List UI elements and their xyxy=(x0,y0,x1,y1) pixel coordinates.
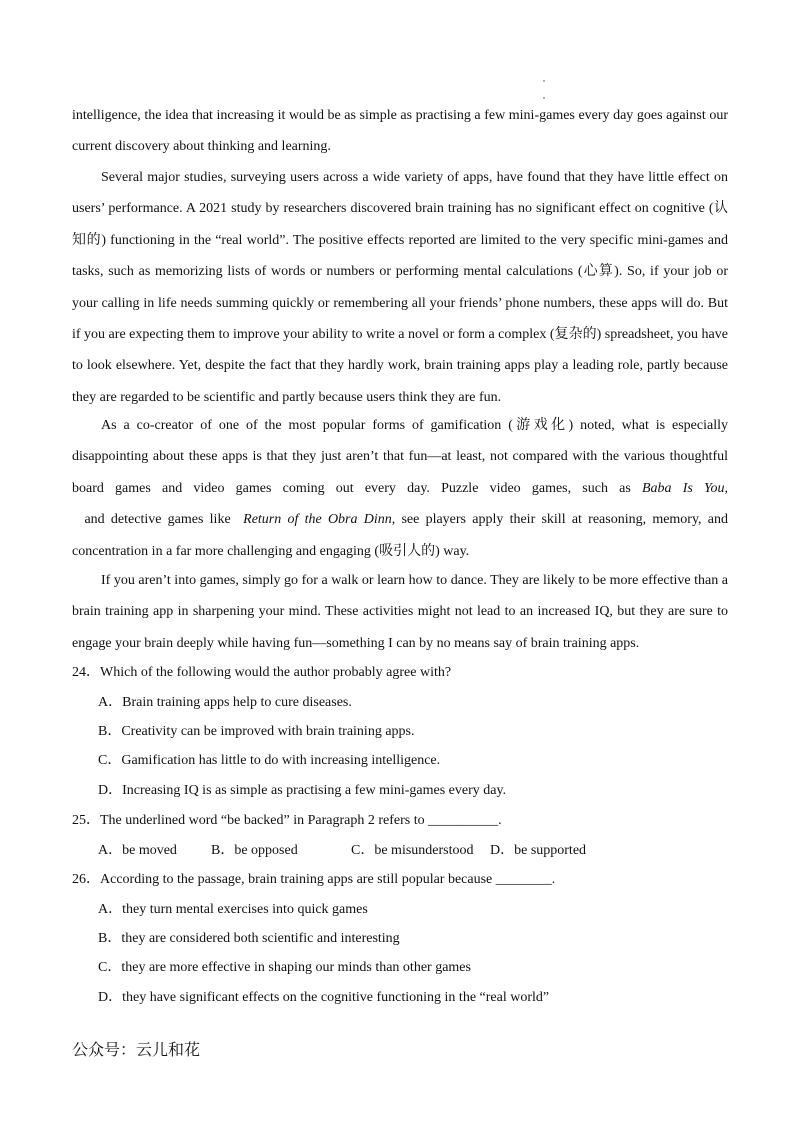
paragraph-4: If you aren’t into games, simply go for a walk or learn how to dance. They are likely to be more effective than a brain training app in sharpening your mind. These activities might not lead to an increased IQ, but they are sure to engage your brain deeply while having fun—something I can by no means say of brain training apps. xyxy=(72,573,728,651)
paragraph-1: intelligence, the idea that increasing it would be as simple as practising a few mini-games every day goes against our current discovery about thinking and learning. xyxy=(72,108,728,155)
question-26-stem: 26．According to the passage, brain training apps are still popular because ________. xyxy=(72,872,556,887)
paragraph-2: Several major studies, surveying users across a wide variety of apps, have found that they have little effect on users’ performance. A 2021 study by researchers discovered brain training has no significant effect on cognitive (认知的) functioning in the “real world”. The positive effects reported are limited to the very specific mini-games and tasks, such as memorizing lists of words or numbers or performing mental calculations (心算). So, if your job or your calling in life needs summing quickly or remembering all your friends’ phone numbers, these apps will do. But if you are expecting them to improve your ability to write a novel or form a complex (复杂的) spreadsheet, you have to look elsewhere. Yet, despite the fact that they hardly work, brain training apps play a leading role, partly because they are regarded to be scientific and partly because users think they are fun. xyxy=(72,170,728,405)
paragraph-3-text-b: and detective games like xyxy=(72,512,244,528)
paragraph-3 xyxy=(72,410,728,567)
footer-wechat-account: 公众号：云儿和花 xyxy=(72,1040,201,1059)
question-26-option-b: B．they are considered both scientific and interesting xyxy=(98,931,400,946)
scan-dot xyxy=(543,97,545,99)
question-26-option-a: A．they turn mental exercises into quick games xyxy=(98,902,368,917)
question-25-stem: 25．The underlined word “be backed” in Paragraph 2 refers to __________. xyxy=(72,813,502,828)
question-24-option-b: B．Creativity can be improved with brain training apps. xyxy=(98,724,415,739)
paragraph-3-text-a: As a co-creator of one of the most popular forms of gamification (游戏化) noted, what is especially disappointing about these apps is that they just aren’t that fun—at least, not compared with the various thoughtful board games and video games coming out every day. Puzzle video games, such as xyxy=(72,418,728,496)
game-title-baba: Baba Is You, xyxy=(641,480,728,496)
question-25-option-b: B．be opposed xyxy=(211,843,298,858)
question-26-option-d: D．they have significant effects on the cognitive functioning in the “real world” xyxy=(98,990,550,1005)
question-25-option-a: A．be moved xyxy=(98,843,177,858)
question-26-option-c: C．they are more effective in shaping our minds than other games xyxy=(98,960,471,975)
scan-dot xyxy=(543,80,545,82)
question-24-stem: 24．Which of the following would the author probably agree with? xyxy=(72,665,452,680)
question-25-option-c: C．be misunderstood xyxy=(351,843,474,858)
game-title-obra-dinn: Return of the Obra Dinn xyxy=(243,512,392,528)
question-25-option-d: D．be supported xyxy=(490,843,587,858)
question-24-option-c: C．Gamification has little to do with increasing intelligence. xyxy=(98,753,441,768)
question-24-option-d: D．Increasing IQ is as simple as practising a few mini-games every day. xyxy=(98,783,507,798)
question-24-option-a: A．Brain training apps help to cure diseases. xyxy=(98,695,352,710)
paragraph-3-text-c: , see players apply their skill at reasoning, memory, and concentration in a far more challenging and engaging (吸引人的) way. xyxy=(72,512,729,559)
